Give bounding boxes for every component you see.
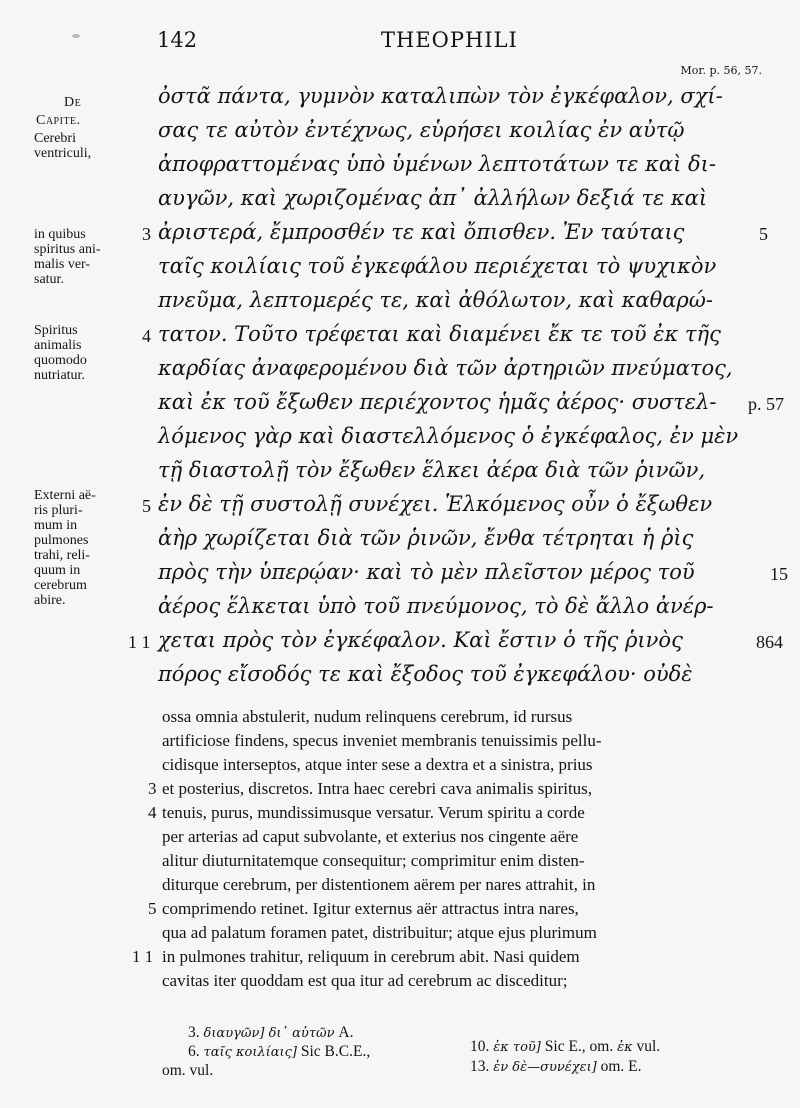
sidenote-line: pulmones (34, 533, 89, 548)
running-header (0, 28, 800, 58)
latin-line: tenuis, purus, mundissimusque versatur. Verum spiritu a corde (162, 803, 585, 822)
sidenote-line: Capite. (36, 113, 81, 128)
greek-line: ἀὴρ χωρίζεται διὰ τῶν ῥινῶν, ἔνθα τέτρηται ἡ ῥὶς (158, 526, 694, 550)
line-number: 1 1 (132, 947, 154, 966)
greek-line: λόμενος γὰρ καὶ διαστελλόμενος ὁ ἐγκέφαλος, ἐν μὲν (158, 424, 739, 448)
footnote-text: A. (338, 1024, 354, 1041)
footnote (188, 1024, 353, 1042)
sidenote-line: Cerebri (34, 131, 76, 146)
greek-line: σας τε αὐτὸν ἐντέχνως, εὑρήσει κοιλίας ἐν αὐτῷ (158, 118, 685, 142)
latin-line: ossa omnia abstulerit, nudum relinquens cerebrum, id rursus (162, 707, 573, 726)
footnote (470, 1038, 660, 1056)
footnote-number: 3. (188, 1024, 200, 1041)
line-number: 5 (142, 496, 151, 516)
sidenote-externi (34, 488, 124, 608)
line-number: 5 (759, 224, 768, 244)
footnote-number: 6. (188, 1043, 200, 1060)
greek-line: καὶ ἐκ τοῦ ἔξωθεν περιέχοντος ἡμᾶς ἀέρος· συστελ- (158, 390, 717, 414)
latin-line: artificiose findens, specus inveniet membranis tenuissimis pellu- (162, 731, 602, 750)
footnote-text: Sic E., om. (544, 1038, 614, 1055)
latin-line: alitur diuturnitatemque consequitur; comprimitur enim disten- (162, 851, 585, 870)
sidenote-line: satur. (34, 272, 64, 287)
sidenote-line: quum in (34, 563, 81, 578)
latin-line: per arterias ad caput subvolante, et exterius nos cingente aëre (162, 827, 579, 846)
sidenote-line: quomodo (34, 353, 87, 368)
greek-line: χεται πρὸς τὸν ἐγκέφαλον. Καὶ ἔστιν ὁ τῆς ῥινὸς (158, 628, 683, 652)
latin-line: qua ad palatum foramen patet, distribuitur; atque ejus plurimum (162, 923, 597, 942)
ink-smudge (72, 34, 80, 38)
sidenote-in-quibus (34, 227, 124, 287)
line-number: 3 (142, 224, 151, 244)
sidenote-line: abire. (34, 593, 66, 608)
sidenote-line: ris pluri- (34, 503, 83, 518)
sidenote-line: malis ver- (34, 257, 91, 272)
footnote-greek: ἐκ τοῦ] (493, 1040, 541, 1055)
footnote-continuation: om. vul. (162, 1062, 214, 1079)
footnote-text: vul. (636, 1038, 661, 1055)
greek-line: καρδίας ἀναφερομένου διὰ τῶν ἀρτηριῶν πνεύματος, (158, 356, 733, 380)
latin-line: cavitas iter quoddam est qua itur ad cerebrum ac disceditur; (162, 971, 568, 990)
footnote-number: 13. (470, 1058, 490, 1075)
greek-line: πνεῦμα, λεπτομερές τε, καὶ ἀθόλωτον, καὶ καθαρώ- (158, 288, 713, 312)
greek-line: αυγῶν, καὶ χωριζομένας ἀπ᾽ ἀλλήλων δεξιά τε καὶ (158, 186, 708, 210)
latin-line: comprimendo retinet. Igitur externus aër attractus intra nares, (162, 899, 579, 918)
footnote-greek: ἐν δὲ—συνέχει] (493, 1060, 597, 1075)
page-reference: Mor. p. 56, 57. (680, 64, 762, 77)
margin-page-ref: 864 (756, 632, 783, 652)
footnote-text: Sic B.C.E., (300, 1043, 371, 1060)
latin-line: et posterius, discretos. Intra haec cerebri cava animalis spiritus, (162, 779, 593, 798)
line-number: 15 (770, 564, 788, 584)
sidenote-line: Externi aë- (34, 488, 96, 503)
sidenote-line: mum in (34, 518, 78, 533)
latin-line: cidisque interseptos, atque inter sese a dextra et a sinistra, prius (162, 755, 593, 774)
sidenote-line: ventriculi, (34, 146, 92, 161)
sidenote-de-capite (34, 95, 124, 161)
footnote (188, 1043, 370, 1061)
sidenote-line: animalis (34, 338, 82, 353)
margin-page-ref: p. 57 (748, 394, 784, 414)
line-number: 4 (148, 803, 157, 822)
footnote-greek: ταῖς κοιλίαις] (203, 1045, 297, 1060)
footnote (470, 1058, 642, 1076)
footnote-greek: ἐκ (617, 1040, 633, 1055)
sidenote-spiritus (34, 323, 124, 383)
sidenote-line: in quibus (34, 227, 86, 242)
greek-line: τατον. Τοῦτο τρέφεται καὶ διαμένει ἔκ τε τοῦ ἐκ τῆς (158, 322, 721, 346)
sidenote-kicker: De (64, 95, 82, 110)
line-number: 4 (142, 326, 151, 346)
line-number: 5 (148, 899, 157, 918)
sidenote-line: trahi, reli- (34, 548, 90, 563)
greek-line: ὀστᾶ πάντα, γυμνὸν καταλιπὼν τὸν ἐγκέφαλον, σχί- (158, 84, 723, 108)
running-title: THEOPHILI (381, 28, 518, 52)
greek-line: ταῖς κοιλίαις τοῦ ἐγκεφάλου περιέχεται τὸ ψυχικὸν (158, 254, 717, 278)
page-number: 142 (157, 28, 198, 52)
footnote-greek: διαυγῶν] δι᾽ αὐτῶν (203, 1026, 335, 1041)
greek-line: ἀέρος ἕλκεται ὑπὸ τοῦ πνεύμονος, τὸ δὲ ἄλλο ἀνέρ- (158, 594, 714, 618)
footnote-text: om. E. (600, 1058, 642, 1075)
sidenote-line: Spiritus (34, 323, 78, 338)
latin-line: diturque cerebrum, per distentionem aërem per nares attrahit, in (162, 875, 596, 894)
footnote-number: 10. (470, 1038, 490, 1055)
latin-line: in pulmones trahitur, reliquum in cerebrum abit. Nasi quidem (162, 947, 580, 966)
greek-line: ἀριστερά, ἔμπροσθέν τε καὶ ὄπισθεν. Ἐν ταύταις (158, 220, 685, 244)
sidenote-line: spiritus ani- (34, 242, 101, 257)
line-number: 1 1 (128, 632, 151, 652)
line-number: 3 (148, 779, 157, 798)
greek-line: ἐν δὲ τῇ συστολῇ συνέχει. Ἑλκόμενος οὖν ὁ ἔξωθεν (158, 492, 713, 516)
greek-line: πρὸς τὴν ὑπερῴαν· καὶ τὸ μὲν πλεῖστον μέρος τοῦ (158, 560, 695, 584)
sidenote-line: nutriatur. (34, 368, 85, 383)
sidenote-line: cerebrum (34, 578, 87, 593)
greek-line: τῇ διαστολῇ τὸν ἔξωθεν ἕλκει ἀέρα διὰ τῶν ῥινῶν, (158, 458, 706, 482)
greek-line: ἀποφραττομένας ὑπὸ ὑμένων λεπτοτάτων τε καὶ δι- (158, 152, 716, 176)
greek-line: πόρος εἴσοδός τε καὶ ἔξοδος τοῦ ἐγκεφάλου· οὐδὲ (158, 662, 693, 686)
